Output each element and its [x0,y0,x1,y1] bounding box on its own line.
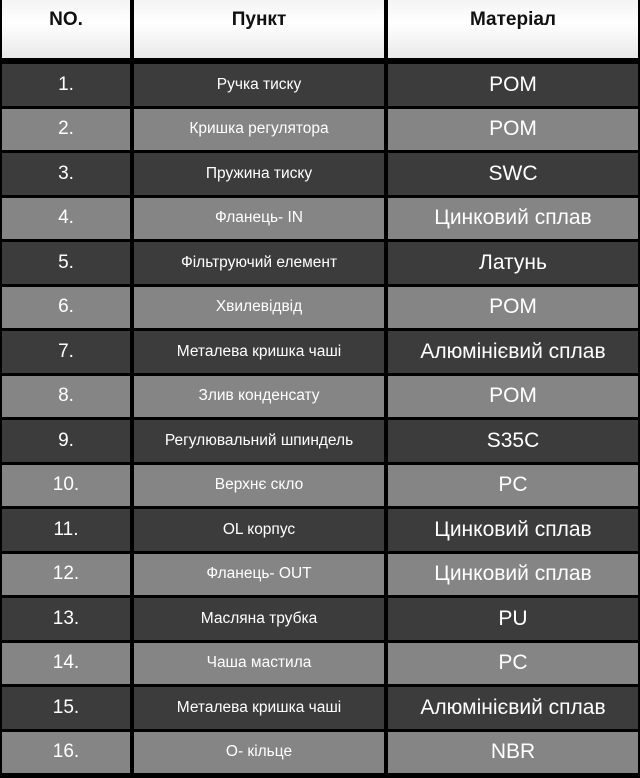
cell-item: Кришка регулятора [134,109,384,151]
cell-material: Алюмінієвий сплав [388,331,638,373]
table-row [0,509,640,554]
cell-no: 5. [2,242,130,284]
cell-no: 9. [2,420,130,462]
cell-no: 6. [2,287,130,329]
table-row [0,554,640,599]
cell-item: Металева кришка чаші [134,687,384,729]
cell-item: Злив конденсату [134,376,384,418]
cell-no: 8. [2,376,130,418]
table-row [0,331,640,376]
table-row [0,598,640,643]
table-row [0,687,640,732]
cell-item: Регулювальний шпиндель [134,420,384,462]
cell-item: Чаша мастила [134,643,384,685]
cell-no: 13. [2,598,130,640]
cell-item: O- кільце [134,732,384,774]
cell-material: Цинковий сплав [388,198,638,240]
cell-no: 12. [2,554,130,596]
cell-no: 11. [2,509,130,551]
table-row [0,198,640,243]
cell-item: Фланець- IN [134,198,384,240]
cell-item: Металева кришка чаші [134,331,384,373]
cell-material: POM [388,287,638,329]
cell-material: S35C [388,420,638,462]
table-row [0,732,640,777]
cell-material: PC [388,643,638,685]
table-header [0,0,640,60]
cell-no: 1. [2,64,130,106]
cell-item: Масляна трубка [134,598,384,640]
header-material: Матеріал [388,0,638,58]
cell-item: Хвилевідвід [134,287,384,329]
cell-no: 16. [2,732,130,774]
cell-material: POM [388,109,638,151]
header-item: Пункт [134,0,384,58]
cell-no: 2. [2,109,130,151]
table-row [0,153,640,198]
table-row [0,420,640,465]
cell-item: Ручка тиску [134,64,384,106]
cell-no: 4. [2,198,130,240]
cell-material: POM [388,64,638,106]
cell-item: Верхнє скло [134,465,384,507]
table-row [0,465,640,510]
cell-no: 7. [2,331,130,373]
header-no: NO. [2,0,130,58]
table-row [0,376,640,421]
cell-no: 10. [2,465,130,507]
table-row [0,287,640,332]
cell-item: Фільтруючий елемент [134,242,384,284]
cell-material: POM [388,376,638,418]
cell-no: 3. [2,153,130,195]
cell-material: Латунь [388,242,638,284]
table-row [0,64,640,109]
cell-material: NBR [388,732,638,774]
table-row [0,242,640,287]
cell-material: Цинковий сплав [388,554,638,596]
table-row [0,643,640,688]
table-row [0,109,640,154]
cell-no: 14. [2,643,130,685]
table-body [0,64,640,776]
cell-material: PU [388,598,638,640]
cell-item: Фланець- OUT [134,554,384,596]
cell-material: Алюмінієвий сплав [388,687,638,729]
cell-material: Цинковий сплав [388,509,638,551]
cell-item: Пружина тиску [134,153,384,195]
cell-material: PC [388,465,638,507]
cell-material: SWC [388,153,638,195]
cell-no: 15. [2,687,130,729]
cell-item: OL корпус [134,509,384,551]
